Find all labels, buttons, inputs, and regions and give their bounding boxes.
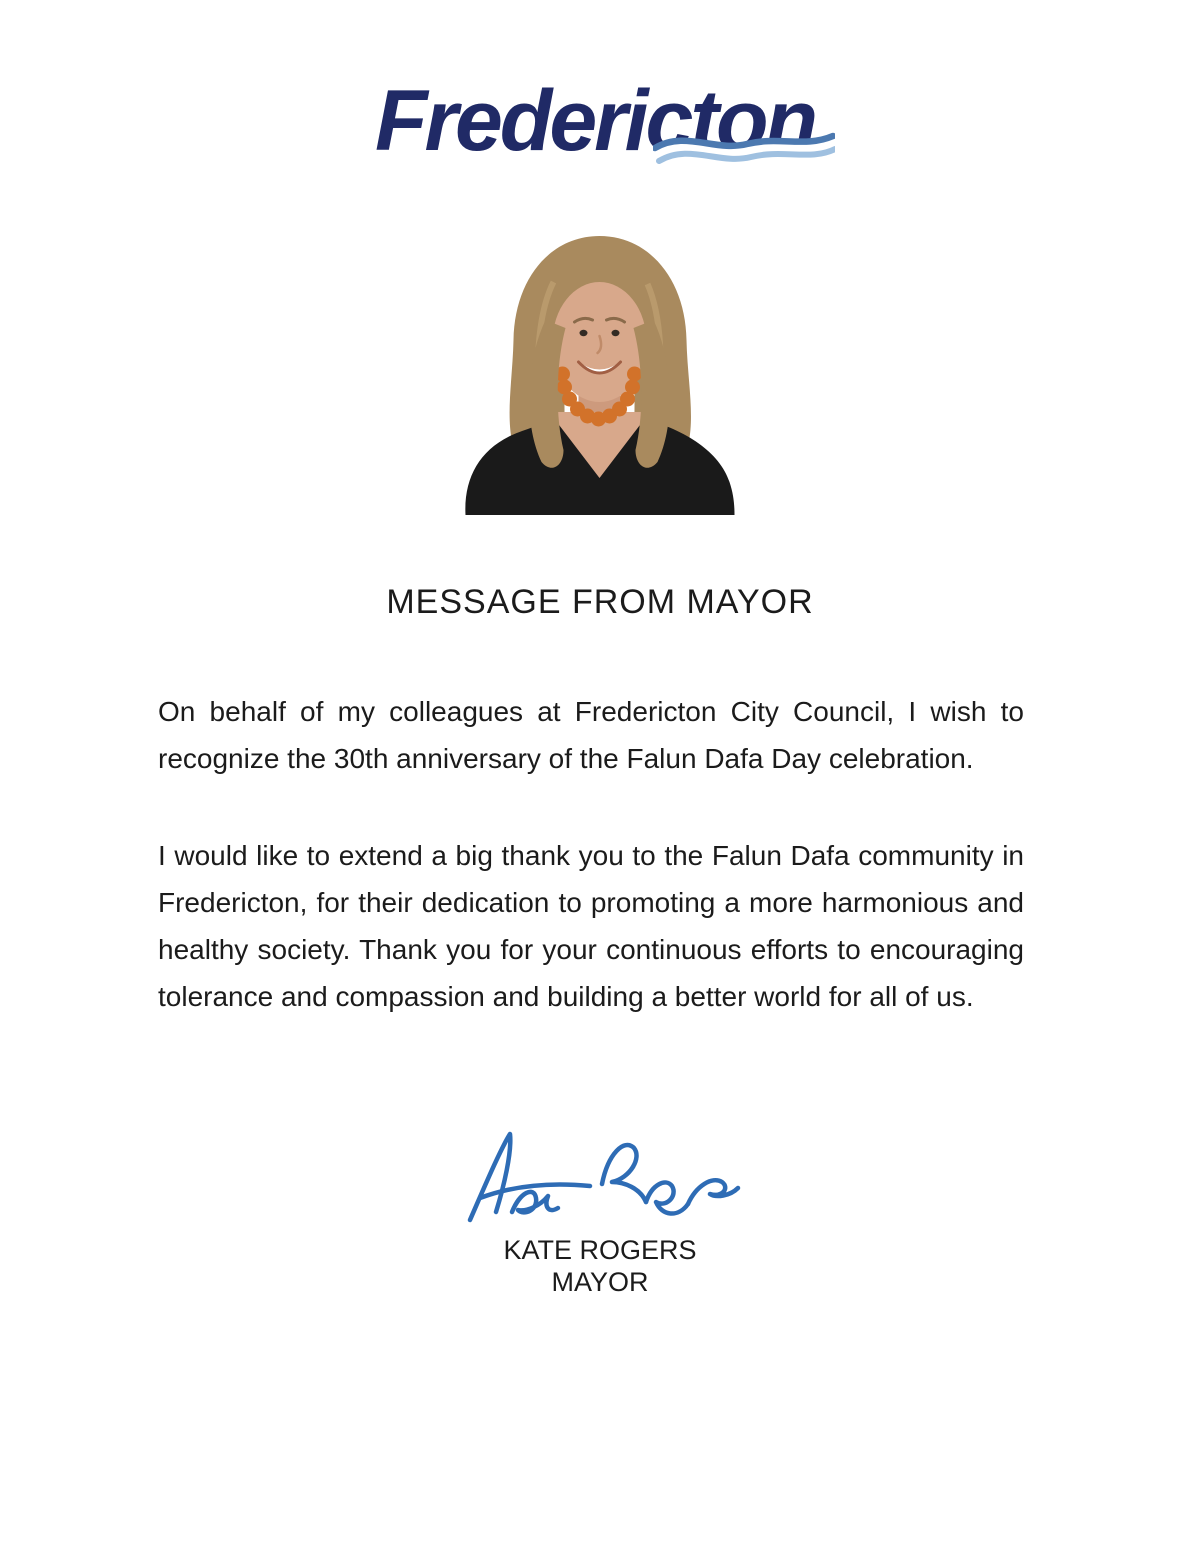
signatory-title: MAYOR — [551, 1267, 649, 1297]
message-body — [158, 688, 1024, 1070]
page-title: MESSAGE FROM MAYOR — [386, 583, 814, 621]
signature-image — [454, 1124, 746, 1236]
signature-ink — [454, 1124, 746, 1236]
mayor-portrait-illustration — [458, 224, 743, 515]
signatory-name: KATE ROGERS — [503, 1235, 697, 1265]
mayor-portrait-photo — [458, 224, 743, 515]
paragraph-2: I would like to extend a big thank you to the Falun Dafa community in Fredericton, for their dedication to promoting a more harmonious and healthy society. Thank you for your continuous efforts to encouraging tolerance and compassion and building a better world for all of us. — [158, 840, 1024, 1012]
logo-row — [0, 74, 1200, 169]
paragraph-1: On behalf of my colleagues at Fredericton City Council, I wish to recognize the 30th anniversary of the Falun Dafa Day celebration. — [158, 696, 1024, 774]
fredericton-logo-text: Fredericton — [374, 73, 816, 169]
signatory-block — [0, 1234, 1200, 1298]
fredericton-logo — [375, 74, 825, 169]
